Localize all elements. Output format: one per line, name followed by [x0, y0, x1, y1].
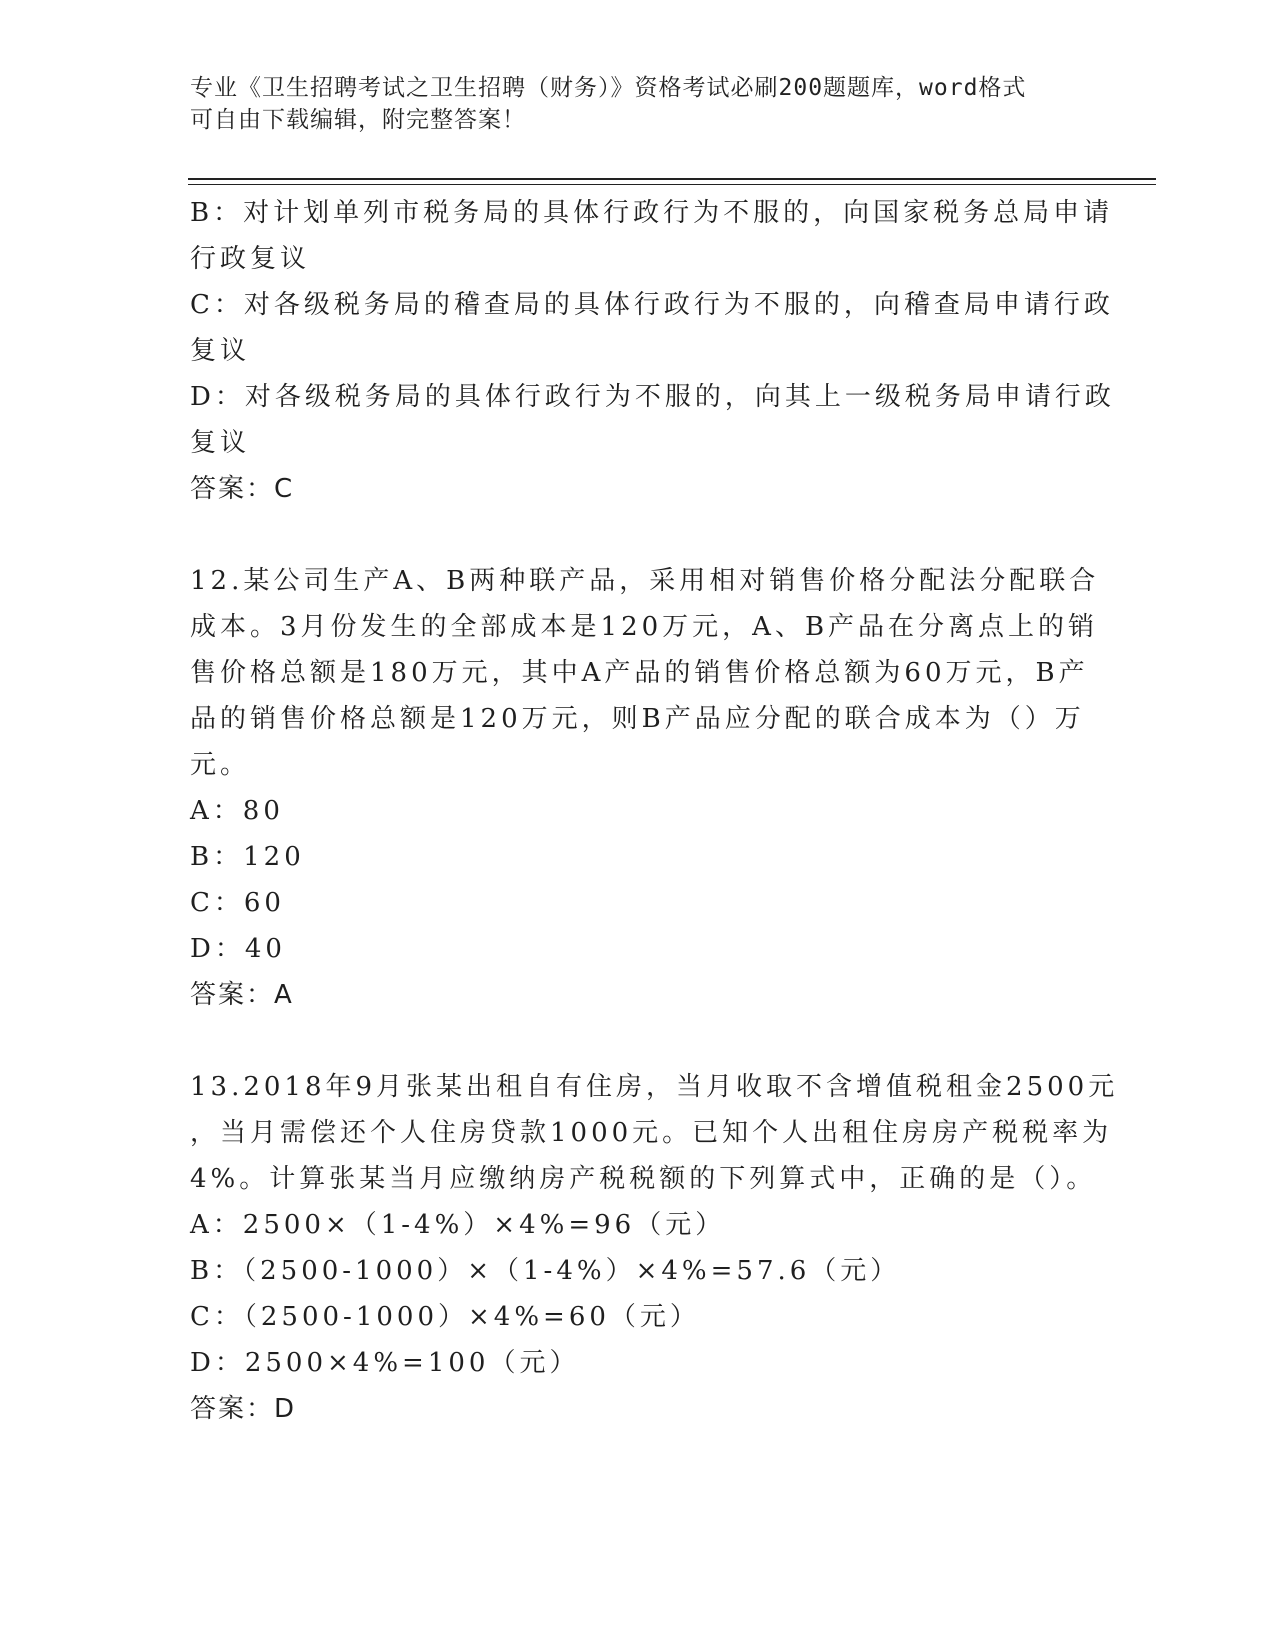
q13-option-b: B：（2500-1000）×（1-4%）×4%=57.6（元）	[190, 1256, 901, 1286]
q11-option-c-line-1: C：对各级税务局的稽查局的具体行政行为不服的，向稽查局申请行政	[190, 290, 1114, 320]
document-header	[190, 72, 1090, 136]
q12-answer: 答案：A	[190, 980, 294, 1010]
q13-option-a: A：2500×（1-4%）×4%=96（元）	[190, 1210, 726, 1240]
q12-stem-line-3: 售价格总额是180万元，其中A产品的销售价格总额为60万元，B产	[190, 658, 1089, 688]
q12-stem-line-2: 成本。3月份发生的全部成本是120万元，A、B产品在分离点上的销	[190, 612, 1099, 642]
q12-stem-line-1: 12.某公司生产A、B两种联产品，采用相对销售价格分配法分配联合	[190, 566, 1100, 596]
q13-option-d: D：2500×4%=100（元）	[190, 1348, 580, 1378]
q11-option-d-line-1: D：对各级税务局的具体行政行为不服的，向其上一级税务局申请行政	[190, 382, 1115, 412]
q13-option-c: C：（2500-1000）×4%=60（元）	[190, 1302, 700, 1332]
q13-answer: 答案：D	[190, 1394, 297, 1424]
q12-stem-line-5: 元。	[190, 750, 251, 780]
spacer	[190, 512, 1090, 558]
q11-option-d-line-2: 复议	[190, 428, 251, 458]
q12-option-c: C：60	[190, 888, 285, 918]
q11-option-c-line-2: 复议	[190, 336, 251, 366]
q13-stem-line-2: ，当月需偿还个人住房贷款1000元。已知个人出租住房房产税税率为	[190, 1118, 1113, 1148]
q12-option-a: A：80	[190, 796, 284, 826]
question-13-block	[190, 1064, 1119, 1432]
header-divider-thick	[188, 178, 1156, 180]
q11-answer: 答案：C	[190, 474, 295, 504]
q13-stem-line-1: 13.2018年9月张某出租自有住房，当月收取不含增值税租金2500元	[190, 1072, 1119, 1102]
q12-option-b: B：120	[190, 842, 305, 872]
q13-stem-line-3: 4%。计算张某当月应缴纳房产税税额的下列算式中，正确的是（）。	[190, 1164, 1097, 1194]
header-line-1: 专业《卫生招聘考试之卫生招聘（财务）》资格考试必刷200题题库，word格式	[190, 75, 1027, 101]
question-12-block	[190, 558, 1100, 1018]
q11-option-b-line-2: 行政复议	[190, 244, 311, 274]
header-line-2: 可自由下载编辑，附完整答案！	[190, 107, 526, 133]
spacer	[190, 1018, 1090, 1064]
q11-option-b-line-1: B：对计划单列市税务局的具体行政行为不服的，向国家税务总局申请	[190, 198, 1114, 228]
question-content	[190, 190, 1119, 1432]
header-divider-thin	[188, 184, 1156, 185]
q12-option-d: D：40	[190, 934, 286, 964]
question-11-block	[190, 190, 1115, 512]
q12-stem-line-4: 品的销售价格总额是120万元，则B产品应分配的联合成本为（）万	[190, 704, 1085, 734]
